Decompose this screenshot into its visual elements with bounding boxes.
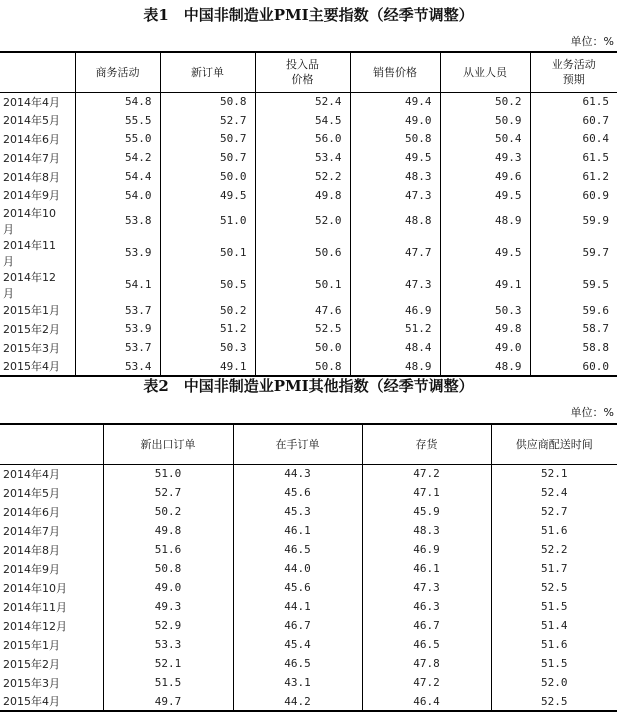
table-cell: 52.5 [491,692,617,711]
row-label: 2014年11月 [3,600,67,614]
table1-title: 表1 中国非制造业PMI主要指数（经季节调整） [143,6,474,24]
table-cell: 51.6 [491,635,617,654]
table-cell: 46.5 [233,654,362,673]
table-cell: 55.5 [75,111,160,130]
table-cell: 52.4 [491,483,617,502]
table-cell: 46.9 [350,301,440,320]
table-cell: 59.6 [530,301,617,320]
table2-column-header: 供应商配送时间 [491,424,617,464]
row-label: 2015年2月 [3,657,60,671]
table-cell: 50.1 [255,269,350,301]
table-cell: 49.8 [440,320,530,339]
table2-column-header: 新出口订单 [103,424,233,464]
table-cell: 46.3 [362,597,491,616]
row-label: 2014年8月 [3,543,60,557]
row-label: 2014年7月 [3,524,60,538]
table-cell: 60.9 [530,186,617,205]
table-row [0,186,617,205]
table1-column-header: 从业人员 [440,52,530,92]
table-row [0,540,617,559]
table-row [0,357,617,376]
table-cell: 49.1 [160,357,255,376]
table2 [0,423,617,712]
table-cell: 53.7 [75,301,160,320]
table-cell: 52.7 [491,502,617,521]
row-label: 2014年8月 [3,170,60,184]
table-cell: 49.3 [440,148,530,167]
table1-unit: 单位：% [570,35,614,48]
row-label: 2014年12月 [3,270,56,300]
table-row [0,635,617,654]
table-cell: 59.7 [530,237,617,269]
table-cell: 54.5 [255,111,350,130]
table-cell: 49.0 [350,111,440,130]
table-row [0,578,617,597]
table-cell: 49.8 [255,186,350,205]
row-label: 2014年4月 [3,95,60,109]
table-cell: 46.9 [362,540,491,559]
table-row [0,338,617,357]
table-cell: 45.6 [233,483,362,502]
row-label: 2014年9月 [3,189,60,203]
table-cell: 54.4 [75,167,160,186]
table-cell: 49.8 [103,521,233,540]
table-cell: 46.4 [362,692,491,711]
table1-column-header: 商务活动 [75,52,160,92]
table-cell: 56.0 [255,130,350,149]
row-label: 2014年10月 [3,581,67,595]
row-label: 2015年1月 [3,638,60,652]
table-cell: 51.5 [491,654,617,673]
table-cell: 60.4 [530,130,617,149]
table-cell: 48.8 [350,205,440,237]
table-cell: 53.8 [75,205,160,237]
table-cell: 60.7 [530,111,617,130]
table-cell: 55.0 [75,130,160,149]
table-cell: 53.9 [75,320,160,339]
table-cell: 49.5 [160,186,255,205]
table-cell: 47.3 [350,269,440,301]
table-cell: 50.8 [255,357,350,376]
table-cell: 44.3 [233,464,362,483]
table-cell: 47.3 [350,186,440,205]
row-label: 2014年9月 [3,562,60,576]
row-label: 2014年6月 [3,132,60,146]
table1-column-header: 销售价格 [350,52,440,92]
table2-header-row [0,424,617,464]
table-cell: 46.5 [233,540,362,559]
table-row [0,483,617,502]
table-cell: 44.1 [233,597,362,616]
row-label: 2014年4月 [3,467,60,481]
table2-unit: 单位：% [570,406,614,419]
table-cell: 48.3 [350,167,440,186]
table-row [0,464,617,483]
table-cell: 51.2 [350,320,440,339]
table-row [0,320,617,339]
table-cell: 50.1 [160,237,255,269]
table-cell: 50.8 [160,92,255,111]
table-cell: 58.7 [530,320,617,339]
row-label: 2015年3月 [3,676,60,690]
table-cell: 51.2 [160,320,255,339]
table-cell: 45.9 [362,502,491,521]
table-row [0,205,617,237]
table-cell: 50.4 [440,130,530,149]
row-label: 2015年1月 [3,304,60,318]
table-cell: 53.4 [75,357,160,376]
table-cell: 46.1 [362,559,491,578]
table-cell: 48.4 [350,338,440,357]
table-row [0,559,617,578]
table-cell: 59.5 [530,269,617,301]
table1-column-header [0,52,75,92]
row-label: 2014年12月 [3,619,67,633]
table-row [0,237,617,269]
table-cell: 52.2 [491,540,617,559]
table-cell: 49.0 [440,338,530,357]
table-cell: 46.7 [233,616,362,635]
table-cell: 49.1 [440,269,530,301]
table-cell: 54.1 [75,269,160,301]
table2-column-header: 存货 [362,424,491,464]
table-cell: 46.5 [362,635,491,654]
table-cell: 53.3 [103,635,233,654]
table-cell: 46.1 [233,521,362,540]
table-cell: 50.6 [255,237,350,269]
table-cell: 45.4 [233,635,362,654]
table1-column-header: 新订单 [160,52,255,92]
table-cell: 61.5 [530,148,617,167]
table-cell: 48.9 [440,205,530,237]
row-label: 2014年7月 [3,151,60,165]
table-cell: 52.5 [255,320,350,339]
table1 [0,51,617,377]
table-row [0,502,617,521]
table-cell: 54.2 [75,148,160,167]
table-cell: 52.0 [491,673,617,692]
table-cell: 47.2 [362,464,491,483]
row-label: 2015年3月 [3,341,60,355]
row-label: 2014年6月 [3,505,60,519]
table-cell: 51.6 [491,521,617,540]
table-cell: 50.8 [350,130,440,149]
table-cell: 50.2 [160,301,255,320]
table2-title: 表2 中国非制造业PMI其他指数（经季节调整） [143,377,474,395]
table1-column-header: 投入品 价格 [255,52,350,92]
table-cell: 49.6 [440,167,530,186]
table-cell: 50.0 [255,338,350,357]
table-cell: 48.9 [350,357,440,376]
row-label: 2015年2月 [3,322,60,336]
table2-column-header: 在手订单 [233,424,362,464]
row-label: 2014年10月 [3,206,56,236]
table1-column-header: 业务活动 预期 [530,52,617,92]
table-cell: 50.2 [103,502,233,521]
table-cell: 51.0 [103,464,233,483]
table1-header-row [0,52,617,92]
table-cell: 44.2 [233,692,362,711]
table-cell: 60.0 [530,357,617,376]
table-cell: 50.3 [160,338,255,357]
table-cell: 49.7 [103,692,233,711]
table-cell: 50.9 [440,111,530,130]
table-cell: 52.9 [103,616,233,635]
table-cell: 48.9 [440,357,530,376]
table-cell: 44.0 [233,559,362,578]
table-cell: 50.7 [160,130,255,149]
table-row [0,654,617,673]
table-cell: 47.8 [362,654,491,673]
table-cell: 53.7 [75,338,160,357]
table-cell: 50.2 [440,92,530,111]
table-cell: 51.4 [491,616,617,635]
table-row [0,597,617,616]
table-cell: 50.0 [160,167,255,186]
table-cell: 47.2 [362,673,491,692]
table-row [0,673,617,692]
table-cell: 61.2 [530,167,617,186]
table-cell: 53.4 [255,148,350,167]
table-cell: 47.1 [362,483,491,502]
table-row [0,301,617,320]
table-cell: 50.8 [103,559,233,578]
table-cell: 52.1 [103,654,233,673]
table-row [0,92,617,111]
table-row [0,269,617,301]
table-cell: 49.5 [440,186,530,205]
table-cell: 48.3 [362,521,491,540]
table-row [0,111,617,130]
table-cell: 52.2 [255,167,350,186]
table-row [0,692,617,711]
table-cell: 45.6 [233,578,362,597]
table-cell: 52.7 [103,483,233,502]
table-cell: 50.5 [160,269,255,301]
table-cell: 51.5 [103,673,233,692]
row-label: 2014年11月 [3,238,56,268]
table-cell: 47.3 [362,578,491,597]
table-cell: 51.0 [160,205,255,237]
table-cell: 54.8 [75,92,160,111]
table-cell: 58.8 [530,338,617,357]
table-cell: 45.3 [233,502,362,521]
table-row [0,130,617,149]
table-cell: 49.0 [103,578,233,597]
row-label: 2015年4月 [3,695,60,708]
table-cell: 52.0 [255,205,350,237]
table-cell: 52.7 [160,111,255,130]
table-cell: 51.7 [491,559,617,578]
table-row [0,521,617,540]
table-cell: 49.3 [103,597,233,616]
table-cell: 51.5 [491,597,617,616]
table-row [0,148,617,167]
table-cell: 52.5 [491,578,617,597]
table2-column-header [0,424,103,464]
table-cell: 51.6 [103,540,233,559]
table-cell: 61.5 [530,92,617,111]
table-cell: 46.7 [362,616,491,635]
table-row [0,167,617,186]
row-label: 2014年5月 [3,114,60,128]
table-cell: 47.7 [350,237,440,269]
table-cell: 50.7 [160,148,255,167]
table-cell: 59.9 [530,205,617,237]
table-row [0,616,617,635]
table-cell: 47.6 [255,301,350,320]
table-cell: 52.1 [491,464,617,483]
table-cell: 54.0 [75,186,160,205]
table-cell: 50.3 [440,301,530,320]
table-cell: 49.5 [350,148,440,167]
table-cell: 53.9 [75,237,160,269]
table-cell: 49.4 [350,92,440,111]
table-cell: 49.5 [440,237,530,269]
table-cell: 52.4 [255,92,350,111]
row-label: 2014年5月 [3,486,60,500]
table-cell: 43.1 [233,673,362,692]
row-label: 2015年4月 [3,360,60,374]
